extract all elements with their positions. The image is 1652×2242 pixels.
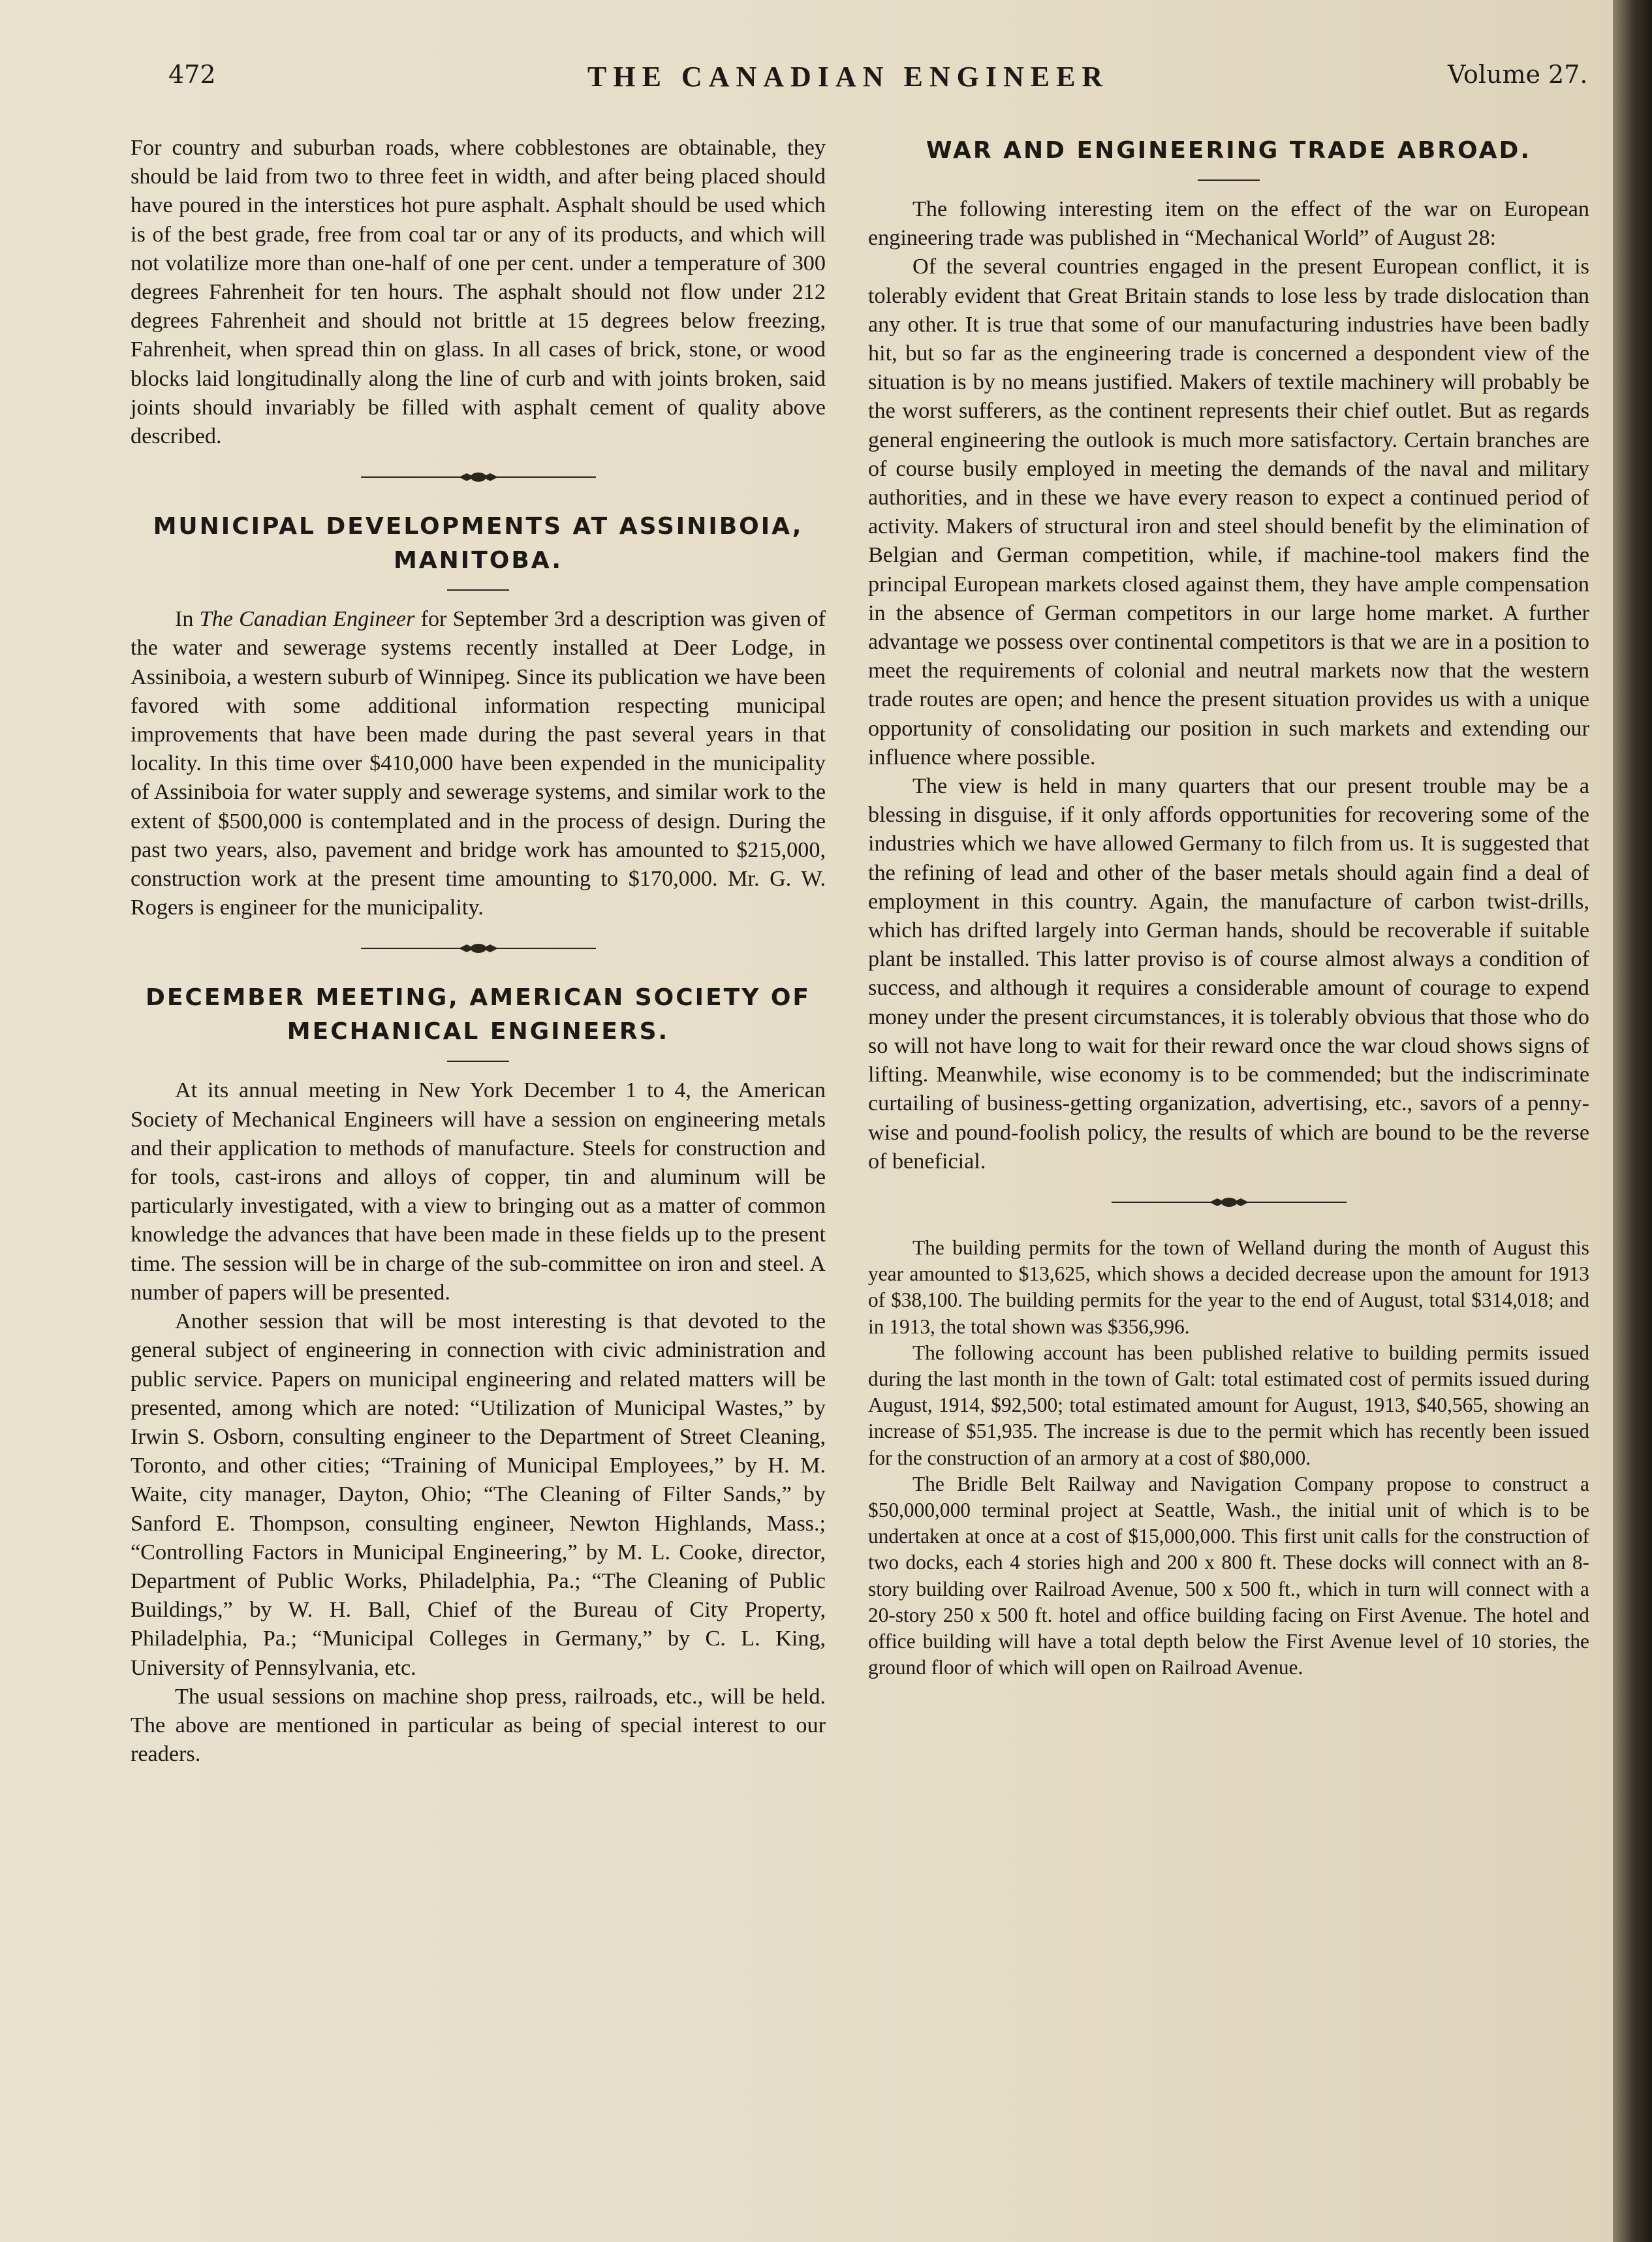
page-number: 472 [168,60,216,89]
bridle-belt-railway-note: The Bridle Belt Railway and Navigation Company propose to construct a $50,000,000 terminal project at Seattle, Wash., the initial unit of which is to be undertaken at once at a cost of $15,000,000. This first unit calls for the construction of two docks, each 4 stories high and 200 x 800 ft. These docks will connect with an 8-story building over Railroad Avenue, 500 x 500 ft., which in turn will connect with a 20-story 250 x 500 ft. hotel and office building facing on First Avenue. The hotel and office building will have a total depth below the First Avenue level of 10 stories, the ground floor of which will open on Railroad Avenue. [868,1472,1589,1679]
galt-permits-note: The following account has been published relative to building permits issued during the last month in the town of Galt: total estimated cost of permits issued during August, 1914, $92,500; total estimated amount for August, 1913, $40,565, showing an increase of $51,935. The increase is due to the permit which has recently been issued for the construction of an armory at a cost of $80,000. [868,1341,1589,1469]
road-paving-paragraph: For country and suburban roads, where cobblestones are obtainable, they should be laid from two to three feet in width, and after being placed should have poured in the interstices hot pure asphalt. Asphalt should be used which is of the best grade, free from coal tar or any of its products, and which will not volatilize more than one-half of one per cent. under a temperature of 300 degrees Fahrenheit for ten hours. The asphalt should not flow under 212 degrees Fahrenheit and should not brittle at 15 degrees below freezing, Fahrenheit, when spread thin on glass. In all cases of brick, stone, or wood blocks laid longitudinally along the line of curb and with joints broken, said joints should invariably be filled with asphalt cement of quality above described. [131,136,826,449]
page-edge-shadow [1613,0,1652,2242]
journal-title: THE CANADIAN ENGINEER [587,61,1110,93]
war-trade-paragraph-3: The view is held in many quarters that our present trouble may be a blessing in disguise, if it only affords opportunities for recovering some of the industries which we have allowed Germany to filch from us. It is suggested that the refining of lead and other of the baser metals should again find a deal of employment in this country. Again, the manufacture of carbon twist-drills, which has drifted largely into German hands, should be recoverable if suitable plant be installed. This latter proviso is of course almost always a condition of success, and although it requires a considerable amount of courage to expend money under the present circumstances, it is tolerably obvious that those who do so will not have long to wait for their reward once the war cloud shows signs of lifting. Meanwhile, wise economy is to be commended; but the indiscriminate curtailing of business-getting organization, advertising, etc., savors of a penny-wise and pound-foolish policy, the results of which are bound to be the reverse of beneficial. [868,774,1589,1174]
war-trade-paragraph-2: Of the several countries engaged in the present European conflict, it is tolerably evident that Great Britain stands to lose less by trade dislocation than any other. It is true that some of our manufacturing industries have been badly hit, but so far as the engineering trade is concerned a despondent view of the situation is by no means justified. Makers of textile machinery will probably be the worst sufferers, as the continent represents their chief outlet. But as regards general engineering the outlook is much more satisfactory. Certain branches are of course busily employed in meeting the demands of the naval and military authorities, and in these we have every reason to expect a continued period of activity. Makers of structural iron and steel should benefit by the elimination of Belgian and German competition, while, if machine-tool makers find the principal European markets closed against them, they have ample compensation in the absence of German competitors in our large home market. A further advantage we possess over continental competitors is that we are in a position to meet the requirements of colonial and neutral markets now that the western trade routes are open; and hence the present situation provides us with a unique opportunity of consolidating our position in such markets and extending our influence where possible. [868,255,1589,770]
running-head [0,60,1619,106]
welland-permits-note: The building permits for the town of Welland during the month of August this year amounted to $13,625, which shows a decided decrease upon the amount for 1913 of $38,100. The building permits for the year to the end of August, total $314,018; and in 1913, the total shown was $356,996. [868,1236,1589,1338]
asme-paragraph-2: Another session that will be most interesting is that devoted to the general subject of engineering in connection with civic administration and public service. Papers on municipal engineering and related matters will be presented, among which are noted: “Utilization of Municipal Wastes,” by Irwin S. Osborn, consulting engineer to the Department of Street Cleaning, Toronto, and other cities; “Training of Municipal Employees,” by H. M. Waite, city manager, Dayton, Ohio; “The Cleaning of Filter Sands,” by Sanford E. Thompson, consulting engineer, Newton Highlands, Mass.; “Controlling Factors in Municipal Engineering,” by M. L. Cooke, director, Department of Public Works, Philadelphia, Pa.; “The Cleaning of Public Buildings,” by W. H. Ball, Chief of the Bureau of City Property, Philadelphia, Pa.; “Municipal Colleges in Germany,” by C. L. King, University of Pennsylvania, etc. [131,1309,826,1680]
section-ornament [361,941,596,956]
section-ornament [1112,1194,1347,1210]
asme-paragraph-1: At its annual meeting in New York December 1 to 4, the American Society of Mechanical Engineers will have a session on engineering metals and their application to methods of manufacture. Steels for construction and for tools, cast-irons and alloys of copper, tin and aluminum will be particularly investigated, with a view to bringing out as a matter of common knowledge the advances that have been made in these fields up to the present time. The session will be in charge of the sub-committee on iron and steel. A number of papers will be presented. [131,1078,826,1305]
section-ornament [361,469,596,485]
right-column [868,134,1589,1681]
publication-name: The Canadian Engineer [199,607,415,632]
title-rule [1198,179,1260,181]
article-title-asme-meeting: DECEMBER MEETING, AMERICAN SOCIETY OF MECHANICAL ENGINEERS. [145,984,811,1046]
left-column [131,134,826,1769]
title-rule [447,1061,509,1062]
volume-label: Volume 27. [1448,60,1588,89]
assiniboia-paragraph: In The Canadian Engineer for September 3rd a description was given of the water and sewerage systems recently installed at Deer Lodge, in Assiniboia, a western suburb of Winnipeg. Since its publication we have been favored with some additional information respecting municipal improvements that have been made during the past several years in that locality. In this time over $410,000 have been expended in the municipality of Assiniboia for water supply and sewerage systems, and similar work to the extent of $500,000 is contemplated and in the process of design. During the past two years, also, pavement and bridge work has amounted to $215,000, construction work at the present time amounting to $170,000. Mr. G. W. Rogers is engineer for the municipality. [131,607,826,920]
article-title-assiniboia: MUNICIPAL DEVELOPMENTS AT ASSINIBOIA, MANITOBA. [153,513,803,574]
asme-paragraph-3: The usual sessions on machine shop press, railroads, etc., will be held. The above are mentioned in particular as being of special interest to our readers. [131,1684,826,1767]
war-trade-paragraph-1: The following interesting item on the effect of the war on European engineering trade was published in “Mechanical World” of August 28: [868,197,1589,251]
title-rule [447,589,509,591]
article-title-war-trade: WAR AND ENGINEERING TRADE ABROAD. [926,137,1532,164]
